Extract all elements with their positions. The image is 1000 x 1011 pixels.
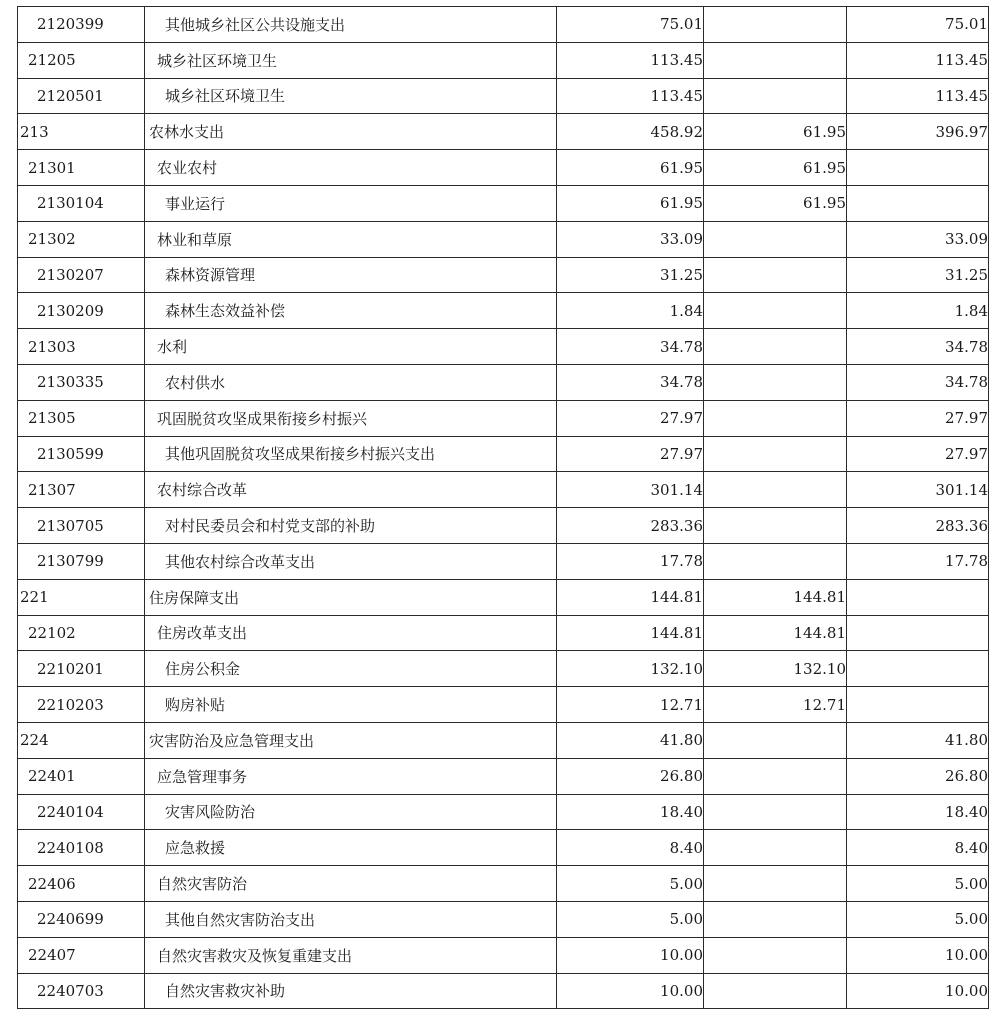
total-amount-cell: 61.95	[557, 150, 704, 186]
project-expenditure-cell: 34.78	[847, 364, 989, 400]
total-amount-cell: 31.25	[557, 257, 704, 293]
basic-expenditure-cell: 61.95	[704, 185, 847, 221]
subject-code-cell: 2130335	[18, 364, 145, 400]
subject-name-cell: 其他自然灾害防治支出	[145, 901, 557, 937]
project-expenditure-cell: 5.00	[847, 866, 989, 902]
basic-expenditure-cell: 144.81	[704, 615, 847, 651]
table-row	[18, 400, 989, 436]
basic-expenditure-cell	[704, 508, 847, 544]
project-expenditure-cell	[847, 185, 989, 221]
total-amount-cell: 5.00	[557, 866, 704, 902]
table-row	[18, 221, 989, 257]
project-expenditure-cell: 33.09	[847, 221, 989, 257]
subject-name-cell: 城乡社区环境卫生	[145, 78, 557, 114]
total-amount-cell: 17.78	[557, 543, 704, 579]
subject-code-cell: 2240703	[18, 973, 145, 1009]
total-amount-cell: 27.97	[557, 400, 704, 436]
project-expenditure-cell	[847, 615, 989, 651]
basic-expenditure-cell	[704, 543, 847, 579]
project-expenditure-cell: 17.78	[847, 543, 989, 579]
subject-name-cell: 森林生态效益补偿	[145, 293, 557, 329]
table-row	[18, 758, 989, 794]
basic-expenditure-cell: 61.95	[704, 114, 847, 150]
subject-code-cell: 22406	[18, 866, 145, 902]
basic-expenditure-cell	[704, 293, 847, 329]
table-row	[18, 78, 989, 114]
project-expenditure-cell: 8.40	[847, 830, 989, 866]
subject-code-cell: 2240699	[18, 901, 145, 937]
total-amount-cell: 458.92	[557, 114, 704, 150]
subject-name-cell: 巩固脱贫攻坚成果衔接乡村振兴	[145, 400, 557, 436]
subject-name-cell: 自然灾害救灾及恢复重建支出	[145, 937, 557, 973]
basic-expenditure-cell: 144.81	[704, 579, 847, 615]
subject-name-cell: 其他城乡社区公共设施支出	[145, 7, 557, 43]
table-row	[18, 42, 989, 78]
subject-code-cell: 2240104	[18, 794, 145, 830]
table-row	[18, 937, 989, 973]
total-amount-cell: 144.81	[557, 615, 704, 651]
project-expenditure-cell: 113.45	[847, 78, 989, 114]
subject-code-cell: 2210203	[18, 687, 145, 723]
subject-code-cell: 21303	[18, 329, 145, 365]
subject-name-cell: 农林水支出	[145, 114, 557, 150]
basic-expenditure-cell: 12.71	[704, 687, 847, 723]
subject-code-cell: 2130209	[18, 293, 145, 329]
basic-expenditure-cell	[704, 937, 847, 973]
subject-name-cell: 事业运行	[145, 185, 557, 221]
total-amount-cell: 132.10	[557, 651, 704, 687]
project-expenditure-cell: 41.80	[847, 722, 989, 758]
project-expenditure-cell: 10.00	[847, 973, 989, 1009]
subject-code-cell: 21302	[18, 221, 145, 257]
total-amount-cell: 283.36	[557, 508, 704, 544]
subject-name-cell: 灾害防治及应急管理支出	[145, 722, 557, 758]
basic-expenditure-cell	[704, 257, 847, 293]
table-row	[18, 579, 989, 615]
total-amount-cell: 5.00	[557, 901, 704, 937]
subject-code-cell: 22401	[18, 758, 145, 794]
table-row	[18, 150, 989, 186]
basic-expenditure-cell	[704, 42, 847, 78]
subject-name-cell: 住房改革支出	[145, 615, 557, 651]
total-amount-cell: 26.80	[557, 758, 704, 794]
project-expenditure-cell: 27.97	[847, 400, 989, 436]
budget-expenditure-table	[17, 6, 989, 1009]
subject-name-cell: 城乡社区环境卫生	[145, 42, 557, 78]
subject-code-cell: 22102	[18, 615, 145, 651]
table-row	[18, 794, 989, 830]
subject-name-cell: 自然灾害救灾补助	[145, 973, 557, 1009]
table-row	[18, 436, 989, 472]
total-amount-cell: 1.84	[557, 293, 704, 329]
subject-name-cell: 其他农村综合改革支出	[145, 543, 557, 579]
table-row	[18, 830, 989, 866]
total-amount-cell: 12.71	[557, 687, 704, 723]
table-row	[18, 973, 989, 1009]
table-row	[18, 364, 989, 400]
total-amount-cell: 33.09	[557, 221, 704, 257]
basic-expenditure-cell: 61.95	[704, 150, 847, 186]
basic-expenditure-cell	[704, 794, 847, 830]
table-row	[18, 7, 989, 43]
total-amount-cell: 8.40	[557, 830, 704, 866]
project-expenditure-cell	[847, 651, 989, 687]
subject-name-cell: 农村供水	[145, 364, 557, 400]
total-amount-cell: 10.00	[557, 937, 704, 973]
project-expenditure-cell: 18.40	[847, 794, 989, 830]
basic-expenditure-cell: 132.10	[704, 651, 847, 687]
subject-name-cell: 水利	[145, 329, 557, 365]
subject-code-cell: 2130705	[18, 508, 145, 544]
subject-name-cell: 林业和草原	[145, 221, 557, 257]
project-expenditure-cell: 75.01	[847, 7, 989, 43]
subject-code-cell: 2120501	[18, 78, 145, 114]
subject-code-cell: 2130207	[18, 257, 145, 293]
subject-code-cell: 21305	[18, 400, 145, 436]
basic-expenditure-cell	[704, 364, 847, 400]
basic-expenditure-cell	[704, 973, 847, 1009]
total-amount-cell: 34.78	[557, 364, 704, 400]
table-row	[18, 114, 989, 150]
table-row	[18, 615, 989, 651]
subject-name-cell: 灾害风险防治	[145, 794, 557, 830]
basic-expenditure-cell	[704, 866, 847, 902]
table-row	[18, 651, 989, 687]
project-expenditure-cell: 113.45	[847, 42, 989, 78]
basic-expenditure-cell	[704, 901, 847, 937]
subject-code-cell: 21301	[18, 150, 145, 186]
total-amount-cell: 301.14	[557, 472, 704, 508]
total-amount-cell: 10.00	[557, 973, 704, 1009]
total-amount-cell: 41.80	[557, 722, 704, 758]
basic-expenditure-cell	[704, 758, 847, 794]
project-expenditure-cell	[847, 687, 989, 723]
subject-name-cell: 农业农村	[145, 150, 557, 186]
project-expenditure-cell	[847, 579, 989, 615]
project-expenditure-cell	[847, 150, 989, 186]
subject-code-cell: 2210201	[18, 651, 145, 687]
table-row	[18, 472, 989, 508]
subject-code-cell: 221	[18, 579, 145, 615]
project-expenditure-cell: 283.36	[847, 508, 989, 544]
subject-code-cell: 2240108	[18, 830, 145, 866]
subject-code-cell: 22407	[18, 937, 145, 973]
subject-name-cell: 住房公积金	[145, 651, 557, 687]
basic-expenditure-cell	[704, 400, 847, 436]
total-amount-cell: 27.97	[557, 436, 704, 472]
project-expenditure-cell: 5.00	[847, 901, 989, 937]
project-expenditure-cell: 26.80	[847, 758, 989, 794]
subject-code-cell: 21307	[18, 472, 145, 508]
table-row	[18, 185, 989, 221]
subject-code-cell: 2130599	[18, 436, 145, 472]
table-row	[18, 866, 989, 902]
project-expenditure-cell: 34.78	[847, 329, 989, 365]
project-expenditure-cell: 27.97	[847, 436, 989, 472]
basic-expenditure-cell	[704, 472, 847, 508]
subject-code-cell: 2120399	[18, 7, 145, 43]
total-amount-cell: 113.45	[557, 78, 704, 114]
table-row	[18, 901, 989, 937]
basic-expenditure-cell	[704, 830, 847, 866]
total-amount-cell: 144.81	[557, 579, 704, 615]
subject-name-cell: 应急管理事务	[145, 758, 557, 794]
project-expenditure-cell: 31.25	[847, 257, 989, 293]
project-expenditure-cell: 1.84	[847, 293, 989, 329]
subject-code-cell: 213	[18, 114, 145, 150]
total-amount-cell: 18.40	[557, 794, 704, 830]
total-amount-cell: 34.78	[557, 329, 704, 365]
subject-name-cell: 对村民委员会和村党支部的补助	[145, 508, 557, 544]
subject-name-cell: 森林资源管理	[145, 257, 557, 293]
subject-name-cell: 购房补贴	[145, 687, 557, 723]
total-amount-cell: 75.01	[557, 7, 704, 43]
basic-expenditure-cell	[704, 436, 847, 472]
basic-expenditure-cell	[704, 7, 847, 43]
table-row	[18, 257, 989, 293]
total-amount-cell: 61.95	[557, 185, 704, 221]
subject-name-cell: 自然灾害防治	[145, 866, 557, 902]
table-row	[18, 687, 989, 723]
subject-code-cell: 2130104	[18, 185, 145, 221]
basic-expenditure-cell	[704, 722, 847, 758]
table-row	[18, 543, 989, 579]
project-expenditure-cell: 396.97	[847, 114, 989, 150]
table-row	[18, 722, 989, 758]
basic-expenditure-cell	[704, 78, 847, 114]
total-amount-cell: 113.45	[557, 42, 704, 78]
project-expenditure-cell: 10.00	[847, 937, 989, 973]
subject-code-cell: 2130799	[18, 543, 145, 579]
basic-expenditure-cell	[704, 221, 847, 257]
table-row	[18, 293, 989, 329]
subject-code-cell: 224	[18, 722, 145, 758]
basic-expenditure-cell	[704, 329, 847, 365]
table-row	[18, 329, 989, 365]
table-row	[18, 508, 989, 544]
project-expenditure-cell: 301.14	[847, 472, 989, 508]
subject-name-cell: 住房保障支出	[145, 579, 557, 615]
subject-name-cell: 应急救援	[145, 830, 557, 866]
subject-name-cell: 其他巩固脱贫攻坚成果衔接乡村振兴支出	[145, 436, 557, 472]
subject-code-cell: 21205	[18, 42, 145, 78]
table-body	[18, 7, 989, 1009]
subject-name-cell: 农村综合改革	[145, 472, 557, 508]
